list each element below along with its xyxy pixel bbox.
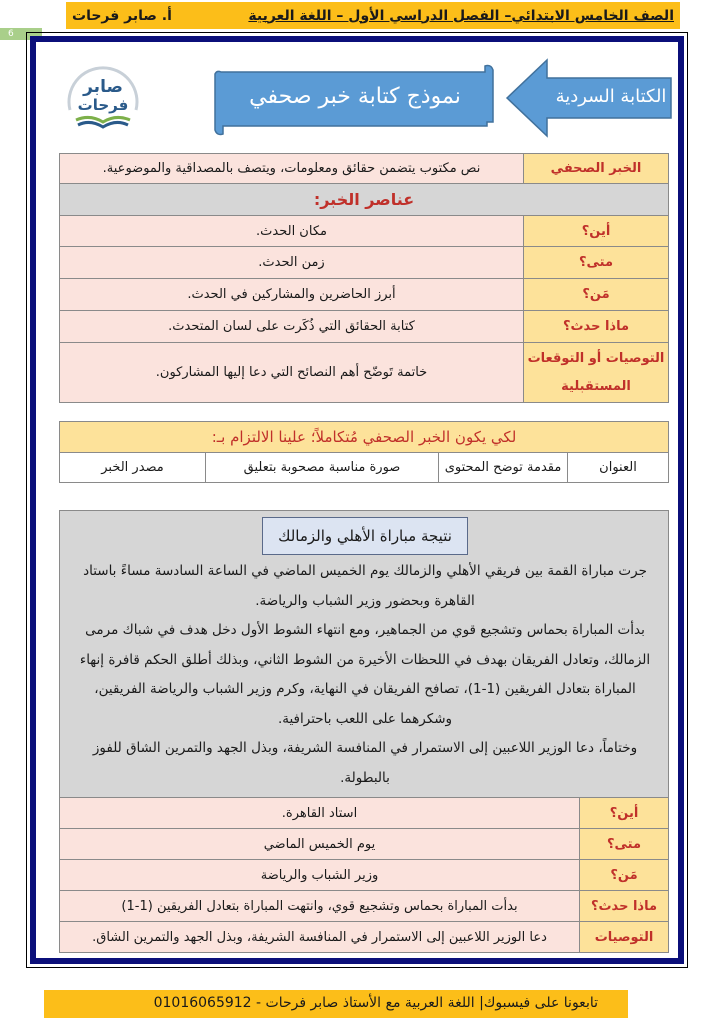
analysis-label: مَن؟ — [580, 860, 669, 891]
table-row — [60, 860, 669, 891]
svg-text:صابر: صابر — [83, 77, 123, 97]
table-row — [60, 922, 669, 953]
table-row — [60, 279, 669, 311]
news-paragraph: بدأت المباراة بحماس وتشجيع قوي من الجماهير، ومع انتهاء الشوط الأول دخل هدف في شباك مرمى الزمالك، وتعادل الفريقان بهدف في اللحظات الأخيرة من الشوط الثاني، وبذلك أطلق الحكم قافرة إنهاء المباراة بتعادل الفريقين (1-1)، تصافح الفريقان في النهاية، وكرم وزير الشباب والرياضة الفريقين، وشكرهما على اللعب باحترافية. — [79, 622, 651, 727]
analysis-value: وزير الشباب والرياضة — [60, 860, 580, 891]
news-paragraph: جرت مباراة القمة بين فريقي الأهلي والزمالك يوم الخميس الماضي في الساعة السادسة مساءً باستاد القاهرة وبحضور وزير الشباب والرياضة. — [83, 563, 647, 609]
element-value: خاتمة تَوضّح أهم النصائح التي دعا إليها المشاركون. — [60, 343, 524, 403]
element-value: أبرز الحاضرين والمشاركين في الحدث. — [60, 279, 524, 311]
page-footer: تابعونا على فيسبوك| اللغة العربية مع الأستاذ صابر فرحات - 01016065912 — [44, 990, 628, 1018]
element-label: مَن؟ — [524, 279, 669, 311]
elements-heading: عناصر الخبر: — [60, 184, 669, 216]
news-body — [70, 557, 660, 793]
analysis-value: يوم الخميس الماضي — [60, 829, 580, 860]
table-row — [60, 311, 669, 343]
requirement-item: العنوان — [568, 453, 669, 483]
element-value: مكان الحدث. — [60, 216, 524, 247]
element-label: ماذا حدث؟ — [524, 311, 669, 343]
elements-table — [59, 153, 669, 403]
analysis-label: التوصيات — [580, 922, 669, 953]
requirements-title: لكي يكون الخبر الصحفي مُتكاملاً؛ علينا الالتزام بـ: — [60, 422, 669, 453]
logo-icon — [60, 58, 146, 134]
news-article — [59, 510, 669, 798]
elements-heading-row — [60, 184, 669, 216]
requirement-item: مقدمة توضح المحتوى — [439, 453, 568, 483]
definition-value: نص مكتوب يتضمن حقائق ومعلومات، ويتصف بالمصداقية والموضوعية. — [60, 154, 524, 184]
requirements-items-row — [60, 453, 669, 483]
news-title: نتيجة مباراة الأهلي والزمالك — [262, 517, 468, 555]
header-title: الصف الخامس الابتدائي– الفصل الدراسي الأول – اللغة العربية — [248, 7, 674, 24]
table-row — [60, 891, 669, 922]
analysis-table — [59, 797, 669, 953]
requirements-table — [59, 421, 669, 483]
element-label: التوصيات أو التوقعات المستقبلية — [524, 343, 669, 403]
element-label: أين؟ — [524, 216, 669, 247]
table-row — [60, 247, 669, 279]
scroll-title: نموذج كتابة خبر صحفي — [249, 84, 461, 109]
header-author: أ. صابر فرحات — [72, 7, 172, 24]
table-row — [60, 829, 669, 860]
requirements-title-row — [60, 422, 669, 453]
element-value: زمن الحدث. — [60, 247, 524, 279]
arrow-label: الكتابة السردية — [555, 86, 667, 107]
analysis-value: بدأت المباراة بحماس وتشجيع قوي، وانتهت المباراة بتعادل الفريقين (1-1) — [60, 891, 580, 922]
page-number: 6 — [0, 28, 42, 40]
analysis-value: استاد القاهرة. — [60, 798, 580, 829]
table-row — [60, 343, 669, 403]
requirement-item: صورة مناسبة مصحوبة بتعليق — [206, 453, 439, 483]
element-value: كتابة الحقائق التي ذُكَرت على لسان المتحدث. — [60, 311, 524, 343]
definition-label: الخبر الصحفي — [524, 154, 669, 184]
analysis-label: متى؟ — [580, 829, 669, 860]
element-label: متى؟ — [524, 247, 669, 279]
analysis-label: ماذا حدث؟ — [580, 891, 669, 922]
analysis-value: دعا الوزير اللاعبين إلى الاستمرار في المنافسة الشريفة، وبذل الجهد والتمرين الشاق. — [60, 922, 580, 953]
page-header — [66, 2, 680, 29]
definition-row — [60, 154, 669, 184]
analysis-label: أين؟ — [580, 798, 669, 829]
news-paragraph: وختاماً، دعا الوزير اللاعبين إلى الاستمرار في المنافسة الشريفة، وبذل الجهد والتمرين الشاق للفوز بالبطولة. — [92, 740, 638, 786]
svg-text:فرحات: فرحات — [77, 96, 129, 114]
table-row — [60, 798, 669, 829]
requirement-item: مصدر الخبر — [60, 453, 206, 483]
table-row — [60, 216, 669, 247]
